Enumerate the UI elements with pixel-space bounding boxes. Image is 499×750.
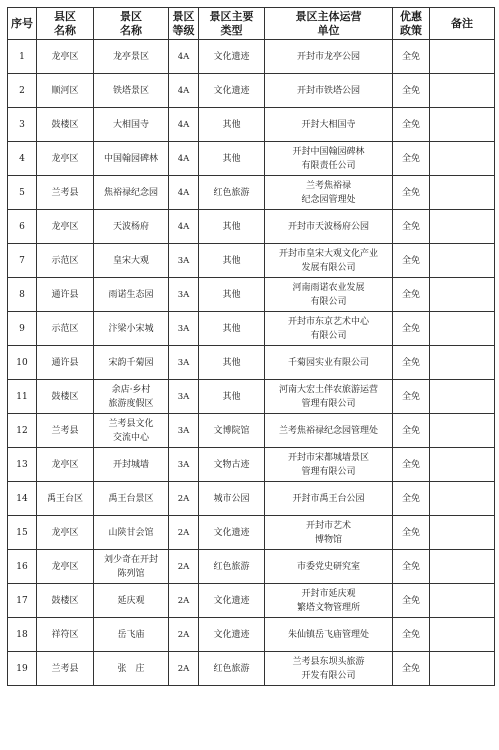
table-row	[8, 652, 495, 686]
cell-scenic-spot: 张 庄	[94, 652, 169, 686]
cell-scenic-spot: 延庆观	[94, 584, 169, 618]
cell-policy: 全免	[393, 312, 430, 346]
cell-remark	[430, 278, 495, 312]
cell-grade: 2A	[169, 516, 199, 550]
cell-county: 兰考县	[37, 652, 94, 686]
cell-operator: 开封市东京艺术中心 有限公司	[265, 312, 393, 346]
cell-operator: 开封市龙亭公园	[265, 40, 393, 74]
cell-policy: 全免	[393, 346, 430, 380]
cell-remark	[430, 618, 495, 652]
cell-county: 兰考县	[37, 176, 94, 210]
table-row	[8, 516, 495, 550]
cell-index: 6	[8, 210, 37, 244]
cell-county: 鼓楼区	[37, 108, 94, 142]
cell-operator: 河南大宏土伴农旅游运营 管理有限公司	[265, 380, 393, 414]
cell-index: 1	[8, 40, 37, 74]
cell-operator: 开封市天波杨府公园	[265, 210, 393, 244]
cell-type: 文博院馆	[199, 414, 265, 448]
cell-operator: 开封市禹王台公园	[265, 482, 393, 516]
header-type: 景区主要 类型	[199, 8, 265, 40]
header-grade: 景区 等级	[169, 8, 199, 40]
table-row	[8, 380, 495, 414]
cell-policy: 全免	[393, 652, 430, 686]
cell-grade: 3A	[169, 346, 199, 380]
cell-policy: 全免	[393, 108, 430, 142]
cell-policy: 全免	[393, 176, 430, 210]
cell-remark	[430, 482, 495, 516]
cell-county: 龙亭区	[37, 40, 94, 74]
cell-type: 红色旅游	[199, 176, 265, 210]
cell-index: 7	[8, 244, 37, 278]
table-row	[8, 550, 495, 584]
cell-scenic-spot: 兰考县文化 交流中心	[94, 414, 169, 448]
cell-scenic-spot: 皇宋大观	[94, 244, 169, 278]
cell-index: 4	[8, 142, 37, 176]
cell-operator: 朱仙镇岳飞庙管理处	[265, 618, 393, 652]
cell-policy: 全免	[393, 210, 430, 244]
cell-county: 顺河区	[37, 74, 94, 108]
cell-operator: 千菊园实业有限公司	[265, 346, 393, 380]
scenic-spot-table	[7, 7, 495, 686]
cell-remark	[430, 210, 495, 244]
cell-type: 文物古迹	[199, 448, 265, 482]
cell-policy: 全免	[393, 380, 430, 414]
cell-county: 通许县	[37, 278, 94, 312]
cell-scenic-spot: 余店·乡村 旅游度假区	[94, 380, 169, 414]
cell-county: 兰考县	[37, 414, 94, 448]
cell-scenic-spot: 开封城墙	[94, 448, 169, 482]
cell-grade: 3A	[169, 414, 199, 448]
table-row	[8, 618, 495, 652]
cell-index: 5	[8, 176, 37, 210]
cell-policy: 全免	[393, 278, 430, 312]
cell-county: 示范区	[37, 244, 94, 278]
table-row	[8, 210, 495, 244]
cell-grade: 4A	[169, 210, 199, 244]
cell-scenic-spot: 山陕甘会馆	[94, 516, 169, 550]
cell-grade: 4A	[169, 176, 199, 210]
cell-index: 2	[8, 74, 37, 108]
cell-type: 红色旅游	[199, 550, 265, 584]
cell-policy: 全免	[393, 618, 430, 652]
cell-remark	[430, 448, 495, 482]
cell-type: 其他	[199, 108, 265, 142]
cell-county: 龙亭区	[37, 516, 94, 550]
header-operator: 景区主体运营 单位	[265, 8, 393, 40]
table-row	[8, 448, 495, 482]
cell-policy: 全免	[393, 482, 430, 516]
table-row	[8, 346, 495, 380]
cell-grade: 3A	[169, 448, 199, 482]
cell-index: 8	[8, 278, 37, 312]
cell-operator: 开封市铁塔公园	[265, 74, 393, 108]
cell-remark	[430, 584, 495, 618]
header-row	[8, 8, 495, 40]
cell-county: 禹王台区	[37, 482, 94, 516]
cell-policy: 全免	[393, 142, 430, 176]
cell-county: 龙亭区	[37, 550, 94, 584]
cell-index: 14	[8, 482, 37, 516]
header-scenic-spot: 景区 名称	[94, 8, 169, 40]
header-policy: 优惠 政策	[393, 8, 430, 40]
table-row	[8, 482, 495, 516]
table-body	[8, 40, 495, 686]
cell-scenic-spot: 宋韵千菊园	[94, 346, 169, 380]
cell-county: 通许县	[37, 346, 94, 380]
cell-grade: 2A	[169, 618, 199, 652]
cell-grade: 3A	[169, 244, 199, 278]
cell-index: 19	[8, 652, 37, 686]
cell-operator: 市委党史研究室	[265, 550, 393, 584]
cell-county: 示范区	[37, 312, 94, 346]
cell-remark	[430, 516, 495, 550]
cell-type: 其他	[199, 346, 265, 380]
cell-remark	[430, 244, 495, 278]
cell-scenic-spot: 焦裕禄纪念园	[94, 176, 169, 210]
table-row	[8, 108, 495, 142]
cell-grade: 2A	[169, 482, 199, 516]
table-header	[8, 8, 495, 40]
cell-policy: 全免	[393, 448, 430, 482]
cell-scenic-spot: 禹王台景区	[94, 482, 169, 516]
cell-index: 18	[8, 618, 37, 652]
cell-policy: 全免	[393, 40, 430, 74]
table-row	[8, 176, 495, 210]
cell-policy: 全免	[393, 414, 430, 448]
cell-type: 文化遗迹	[199, 516, 265, 550]
cell-index: 3	[8, 108, 37, 142]
cell-grade: 2A	[169, 652, 199, 686]
cell-grade: 4A	[169, 142, 199, 176]
cell-scenic-spot: 中国翰园碑林	[94, 142, 169, 176]
cell-operator: 开封市宋都城墙景区 管理有限公司	[265, 448, 393, 482]
cell-grade: 3A	[169, 278, 199, 312]
cell-policy: 全免	[393, 74, 430, 108]
cell-remark	[430, 380, 495, 414]
cell-index: 12	[8, 414, 37, 448]
cell-type: 其他	[199, 210, 265, 244]
cell-index: 9	[8, 312, 37, 346]
cell-operator: 开封市艺术 博物馆	[265, 516, 393, 550]
cell-grade: 2A	[169, 550, 199, 584]
table-row	[8, 40, 495, 74]
cell-operator: 兰考焦裕禄纪念园管理处	[265, 414, 393, 448]
cell-index: 17	[8, 584, 37, 618]
cell-county: 龙亭区	[37, 142, 94, 176]
cell-remark	[430, 652, 495, 686]
cell-type: 其他	[199, 278, 265, 312]
cell-remark	[430, 108, 495, 142]
cell-operator: 开封市皇宋大观文化产业 发展有限公司	[265, 244, 393, 278]
cell-grade: 3A	[169, 312, 199, 346]
cell-type: 其他	[199, 244, 265, 278]
cell-scenic-spot: 大相国寺	[94, 108, 169, 142]
cell-index: 11	[8, 380, 37, 414]
cell-scenic-spot: 刘少奇在开封 陈列馆	[94, 550, 169, 584]
cell-policy: 全免	[393, 584, 430, 618]
cell-remark	[430, 40, 495, 74]
cell-grade: 4A	[169, 40, 199, 74]
cell-remark	[430, 346, 495, 380]
header-county: 县区 名称	[37, 8, 94, 40]
cell-county: 祥符区	[37, 618, 94, 652]
cell-type: 其他	[199, 380, 265, 414]
cell-remark	[430, 74, 495, 108]
table-row	[8, 244, 495, 278]
cell-scenic-spot: 龙亭景区	[94, 40, 169, 74]
cell-scenic-spot: 铁塔景区	[94, 74, 169, 108]
cell-operator: 开封中国翰园碑林 有限责任公司	[265, 142, 393, 176]
table-row	[8, 584, 495, 618]
cell-index: 10	[8, 346, 37, 380]
cell-county: 鼓楼区	[37, 584, 94, 618]
cell-scenic-spot: 天波杨府	[94, 210, 169, 244]
cell-index: 13	[8, 448, 37, 482]
cell-remark	[430, 312, 495, 346]
cell-county: 鼓楼区	[37, 380, 94, 414]
cell-operator: 开封大相国寺	[265, 108, 393, 142]
cell-type: 文化遗迹	[199, 74, 265, 108]
cell-scenic-spot: 雨诺生态园	[94, 278, 169, 312]
cell-remark	[430, 176, 495, 210]
cell-grade: 3A	[169, 380, 199, 414]
cell-type: 其他	[199, 142, 265, 176]
table-row	[8, 414, 495, 448]
cell-remark	[430, 414, 495, 448]
cell-operator: 开封市延庆观 繁塔文物管理所	[265, 584, 393, 618]
cell-policy: 全免	[393, 550, 430, 584]
cell-operator: 兰考县东坝头旅游 开发有限公司	[265, 652, 393, 686]
cell-operator: 河南雨诺农业发展 有限公司	[265, 278, 393, 312]
cell-type: 其他	[199, 312, 265, 346]
cell-policy: 全免	[393, 244, 430, 278]
header-remark: 备注	[430, 8, 495, 40]
cell-policy: 全免	[393, 516, 430, 550]
cell-remark	[430, 142, 495, 176]
table-row	[8, 74, 495, 108]
cell-operator: 兰考焦裕禄 纪念园管理处	[265, 176, 393, 210]
cell-index: 15	[8, 516, 37, 550]
cell-scenic-spot: 汴梁小宋城	[94, 312, 169, 346]
table-row	[8, 312, 495, 346]
table-row	[8, 278, 495, 312]
table-row	[8, 142, 495, 176]
cell-type: 文化遗迹	[199, 584, 265, 618]
header-index: 序号	[8, 8, 37, 40]
cell-remark	[430, 550, 495, 584]
cell-type: 红色旅游	[199, 652, 265, 686]
cell-type: 城市公园	[199, 482, 265, 516]
cell-county: 龙亭区	[37, 210, 94, 244]
cell-type: 文化遗迹	[199, 618, 265, 652]
cell-type: 文化遗迹	[199, 40, 265, 74]
cell-grade: 2A	[169, 584, 199, 618]
cell-index: 16	[8, 550, 37, 584]
cell-scenic-spot: 岳飞庙	[94, 618, 169, 652]
cell-county: 龙亭区	[37, 448, 94, 482]
cell-grade: 4A	[169, 108, 199, 142]
cell-grade: 4A	[169, 74, 199, 108]
